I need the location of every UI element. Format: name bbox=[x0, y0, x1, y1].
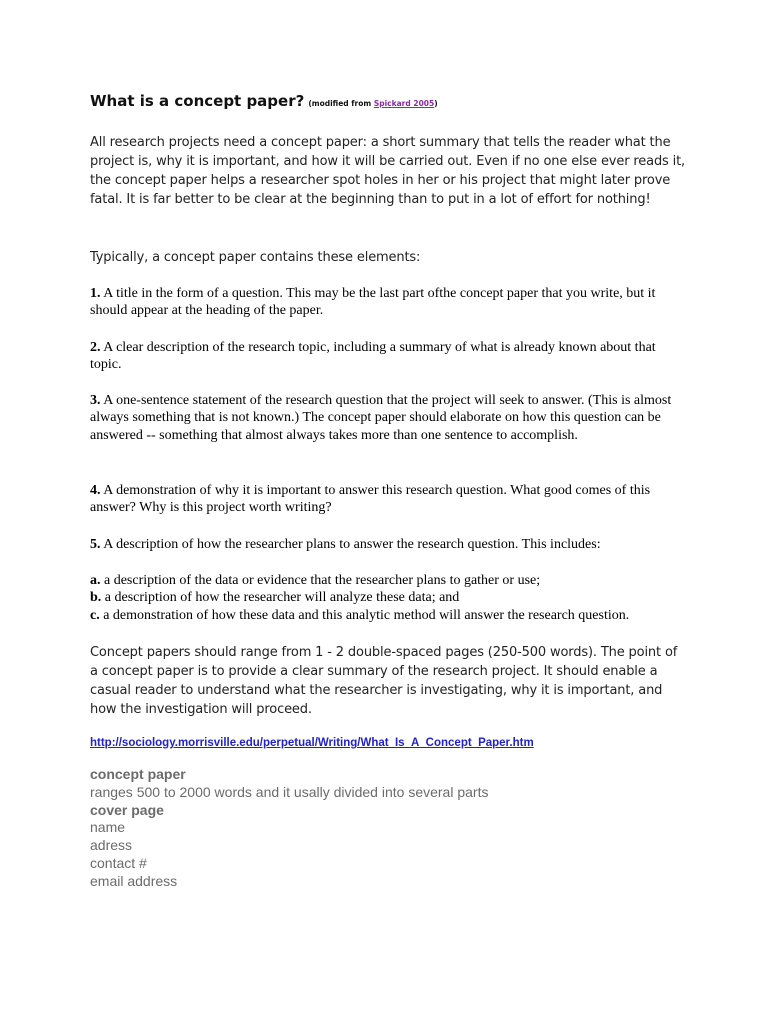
title-line bbox=[90, 92, 438, 111]
element-5-number: 5. bbox=[90, 537, 101, 552]
element-3-text: A one-sentence statement of the research question that the project will seek to answer. (This is almost always something that is not known.) The concept paper should elaborate on how this question can be answered -- something that almost always takes more than one sentence to accomplish. bbox=[90, 393, 672, 443]
element-2 bbox=[90, 339, 680, 374]
subitem-b-text: a description of how the researcher will analyze these data; and bbox=[104, 590, 460, 606]
subitem-b bbox=[90, 589, 680, 606]
element-2-text: A clear description of the research topic, including a summary of what is already known about that topic. bbox=[90, 340, 656, 373]
page-title: What is a concept paper? bbox=[90, 92, 305, 110]
notes-heading-concept-paper: concept paper bbox=[90, 766, 186, 782]
notes-word-range: ranges 500 to 2000 words and it usally divided into several parts bbox=[90, 783, 489, 800]
title-note-prefix: (modified from bbox=[308, 99, 374, 108]
notes-item-email: email address bbox=[90, 872, 178, 889]
element-1-text: A title in the form of a question. This may be the last part ofthe concept paper that you write, but it should appear at the heading of the paper. bbox=[90, 286, 656, 319]
subitem-c-letter: c. bbox=[90, 607, 100, 623]
intro-paragraph: All research projects need a concept paper: a short summary that tells the reader what the project is, why it is important, and how it will be carried out. Even if no one else ever reads it, the concept paper helps a researcher spot holes in her or his project that might later prove fatal. It is far better to be clear at the beginning than to put in a lot of effort for nothing! bbox=[90, 135, 686, 207]
element-5-text: A description of how the researcher plans to answer the research question. This includes: bbox=[103, 537, 601, 552]
subitem-c bbox=[90, 607, 680, 624]
subitem-b-letter: b. bbox=[90, 590, 102, 606]
length-paragraph: Concept papers should range from 1 - 2 double-spaced pages (250-500 words). The point of a concept paper is to provide a clear summary of the research project. It should enable a casual reader to understand what the researcher is investigating, why it is important, and how the investigation will proceed. bbox=[90, 645, 678, 717]
element-3-number: 3. bbox=[90, 393, 101, 408]
notes-item-address: adress bbox=[90, 837, 133, 854]
element-1 bbox=[90, 285, 680, 320]
element-5 bbox=[90, 536, 680, 553]
subitem-a-letter: a. bbox=[90, 573, 101, 588]
subitem-a-text: a description of the data or evidence that the researcher plans to gather or use; bbox=[104, 573, 541, 588]
element-2-number: 2. bbox=[90, 340, 101, 355]
title-note-suffix: ) bbox=[434, 99, 438, 108]
subitem-c-text: a demonstration of how these data and this analytic method will answer the research question. bbox=[103, 607, 630, 623]
source-link[interactable]: Spickard 2005 bbox=[373, 99, 435, 108]
source-url-link[interactable]: http://sociology.morrisville.edu/perpetual/Writing/What_Is_A_Concept_Paper.htm bbox=[90, 737, 534, 749]
subitem-a bbox=[90, 572, 680, 589]
notes-heading-cover-page: cover page bbox=[90, 801, 164, 818]
subitem-list bbox=[90, 572, 680, 624]
element-3 bbox=[90, 392, 680, 444]
notes-item-name: name bbox=[90, 819, 126, 836]
element-4-text: A demonstration of why it is important to answer this research question. What good comes of this answer? Why is this project worth writing? bbox=[90, 483, 651, 516]
elements-intro: Typically, a concept paper contains these elements: bbox=[90, 250, 421, 265]
element-1-number: 1. bbox=[90, 286, 101, 301]
element-4-number: 4. bbox=[90, 483, 101, 498]
notes-item-contact: contact # bbox=[90, 854, 147, 871]
element-4 bbox=[90, 482, 680, 517]
notes-block bbox=[90, 766, 488, 891]
title-note bbox=[308, 99, 437, 108]
